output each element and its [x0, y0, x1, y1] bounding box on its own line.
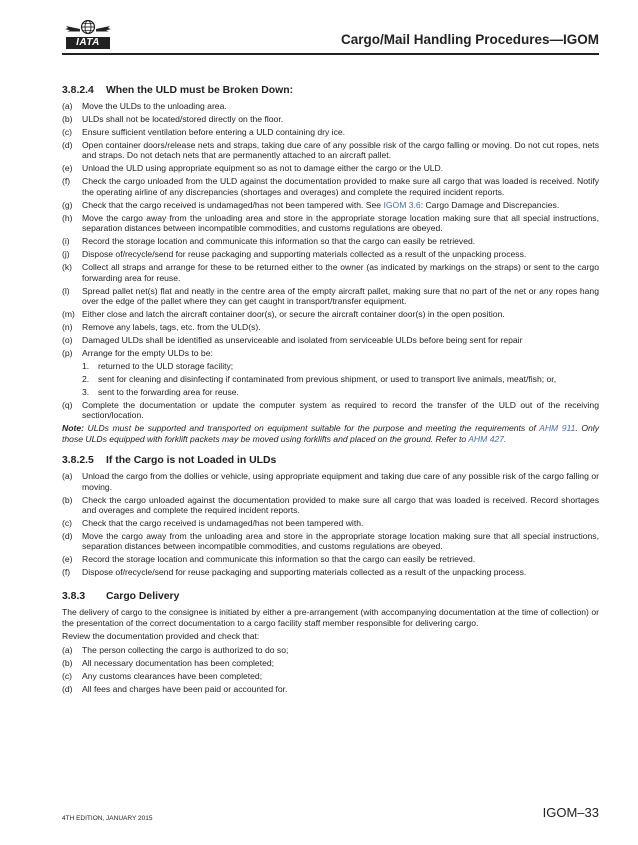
section-heading	[62, 590, 599, 603]
list-item: (k) Collect all straps and arrange for these to be returned either to the owner (as indicated by markings on the straps) or sent to the cargo forwarding area for reuse.	[62, 262, 599, 283]
section-heading	[62, 454, 599, 467]
page-header-title: Cargo/Mail Handling Procedures—IGOM	[340, 32, 599, 47]
section-number: 3.8.2.4	[62, 85, 94, 96]
list-item: (f) Dispose of/recycle/send for reuse packaging and supporting materials collected as a result of the unpacking process.	[62, 567, 527, 578]
list-item: (c) Ensure sufficient ventilation before entering a ULD containing dry ice.	[62, 127, 346, 137]
list-item: (d) Open container doors/release nets and straps, taking due care of any possible risk of the cargo falling or moving. Do not cut ropes, nets and straps. Do not detach nets that are permanently attached to an aircraft pallet.	[62, 140, 599, 161]
list-item: (b) All necessary documentation has been completed;	[62, 657, 275, 668]
list-item: (h) Move the cargo away from the unloading area and store in the appropriate storage location making sure that all special instructions, separation distances between incompatible commodities, and customs regulations are obeyed.	[62, 212, 599, 234]
list-item: (c) Check that the cargo received is undamaged/has not been tampered with.	[62, 518, 364, 529]
list-item: (j) Dispose of/recycle/send for reuse packaging and supporting materials collected as a result of the unpacking process.	[62, 249, 527, 260]
list-item: (f) Check the cargo unloaded from the ULD against the documentation provided to make sure all cargo that was loaded is received. Notify the operating airline of any discrepancies (shortages and overages) and complete the required incident reports.	[62, 176, 599, 197]
list-item: (a) Unload the cargo from the dollies or vehicle, using appropriate equipment and taking due care of any possible risk of the cargo falling or moving.	[62, 471, 599, 492]
section-title: Cargo Delivery	[106, 591, 180, 603]
list-item: (e) Record the storage location and communicate this information so that the cargo can easily be retrieved.	[62, 554, 476, 565]
list-item: (e) Unload the ULD using appropriate equipment so as not to damage either the cargo or the ULD.	[62, 163, 444, 174]
iata-logo	[62, 18, 114, 50]
section-number: 3.8.2.5	[62, 455, 94, 467]
list-item: (l) Spread pallet net(s) flat and neatly in the centre area of the empty aircraft pallet, making sure that no part of the net or any ropes hang over the edge of the pallet where they can get caught in transport/transfer equipment.	[62, 285, 599, 307]
list-item: (o) Damaged ULDs shall be identified as unserviceable and isolated from serviceable ULDs before being sent for repair	[62, 335, 523, 346]
body-paragraph: Review the documentation provided and check that:	[62, 631, 260, 642]
page-content	[62, 84, 599, 697]
section-heading	[62, 84, 599, 97]
section-title: If the Cargo is not Loaded in ULDs	[106, 455, 277, 467]
note-label: Note:	[62, 423, 84, 434]
page-header	[62, 18, 599, 56]
section-title: When the ULD must be Broken Down:	[106, 85, 294, 96]
list-item: (d) Move the cargo away from the unloading area and store in the appropriate storage location making sure that all special instructions, separation distances between incompatible commodities, and customs regulations are obeyed.	[62, 531, 599, 552]
list-item: (n) Remove any labels, tags, etc. from the ULD(s).	[62, 322, 261, 333]
note-paragraph: Note: ULDs must be supported and transported on equipment suitable for the purpose and meeting the requirements of AHM 911. Only those ULDs equipped with forklift packets may be moved using forklifts and placed on the ground. Refer to AHM 427.	[62, 423, 599, 444]
body-paragraph: The delivery of cargo to the consignee is initiated by either a pre-arrangement (with accompanying documentation at the time of collection) or the presentation of the correct documentation to a cargo facility staff member responsible for delivering cargo.	[62, 607, 599, 628]
sub-list-item: 2. sent for cleaning and disinfecting if contaminated from previous shipment, or used to transport live animals, meat/fish; or,	[82, 374, 557, 385]
list-item: (c) Any customs clearances have been completed;	[62, 670, 263, 681]
list-item: (a) The person collecting the cargo is authorized to do so;	[62, 644, 289, 655]
list-item: (p) Arrange for the empty ULDs to be:	[62, 348, 213, 359]
footer-page-number: IGOM–33	[542, 805, 599, 820]
list-item: (a) Move the ULDs to the unloading area.	[62, 101, 227, 111]
list-item: (b) ULDs shall not be located/stored directly on the floor.	[62, 114, 284, 124]
list-item: (b) Check the cargo unloaded against the documentation provided to make sure all cargo that was loaded is received. Record shortages and overages and complete the required incident reports.	[62, 494, 599, 516]
list-item: (g) Check that the cargo received is undamaged/has not been tampered with. See IGOM 3.6: Cargo Damage and Discrepancies.	[62, 199, 560, 210]
sub-list-item: 1. returned to the ULD storage facility;	[82, 361, 234, 372]
globe-wings-icon	[62, 18, 114, 38]
section-number: 3.8.3	[62, 591, 86, 603]
igom-3-6-link[interactable]: IGOM 3.6	[383, 199, 421, 210]
list-item: (m) Either close and latch the aircraft container door(s), or secure the aircraft container door(s) in the open position.	[62, 309, 505, 320]
sub-list-item: 3. sent to the forwarding area for reuse.	[82, 387, 239, 398]
list-item: (d) All fees and charges have been paid or accounted for.	[62, 683, 288, 694]
list-item: (q) Complete the documentation or update the computer system as required to record the transfer of the ULD out of the receiving section/location.	[62, 400, 599, 421]
footer-edition: 4TH EDITION, JANUARY 2015	[62, 815, 153, 822]
ahm-427-link[interactable]: AHM 427	[468, 433, 505, 444]
header-divider	[62, 53, 599, 55]
logo-wordmark: IATA	[66, 37, 110, 49]
ahm-911-link[interactable]: AHM 911	[539, 423, 576, 434]
list-item: (i) Record the storage location and communicate this information so that the cargo can easily be retrieved.	[62, 236, 476, 247]
